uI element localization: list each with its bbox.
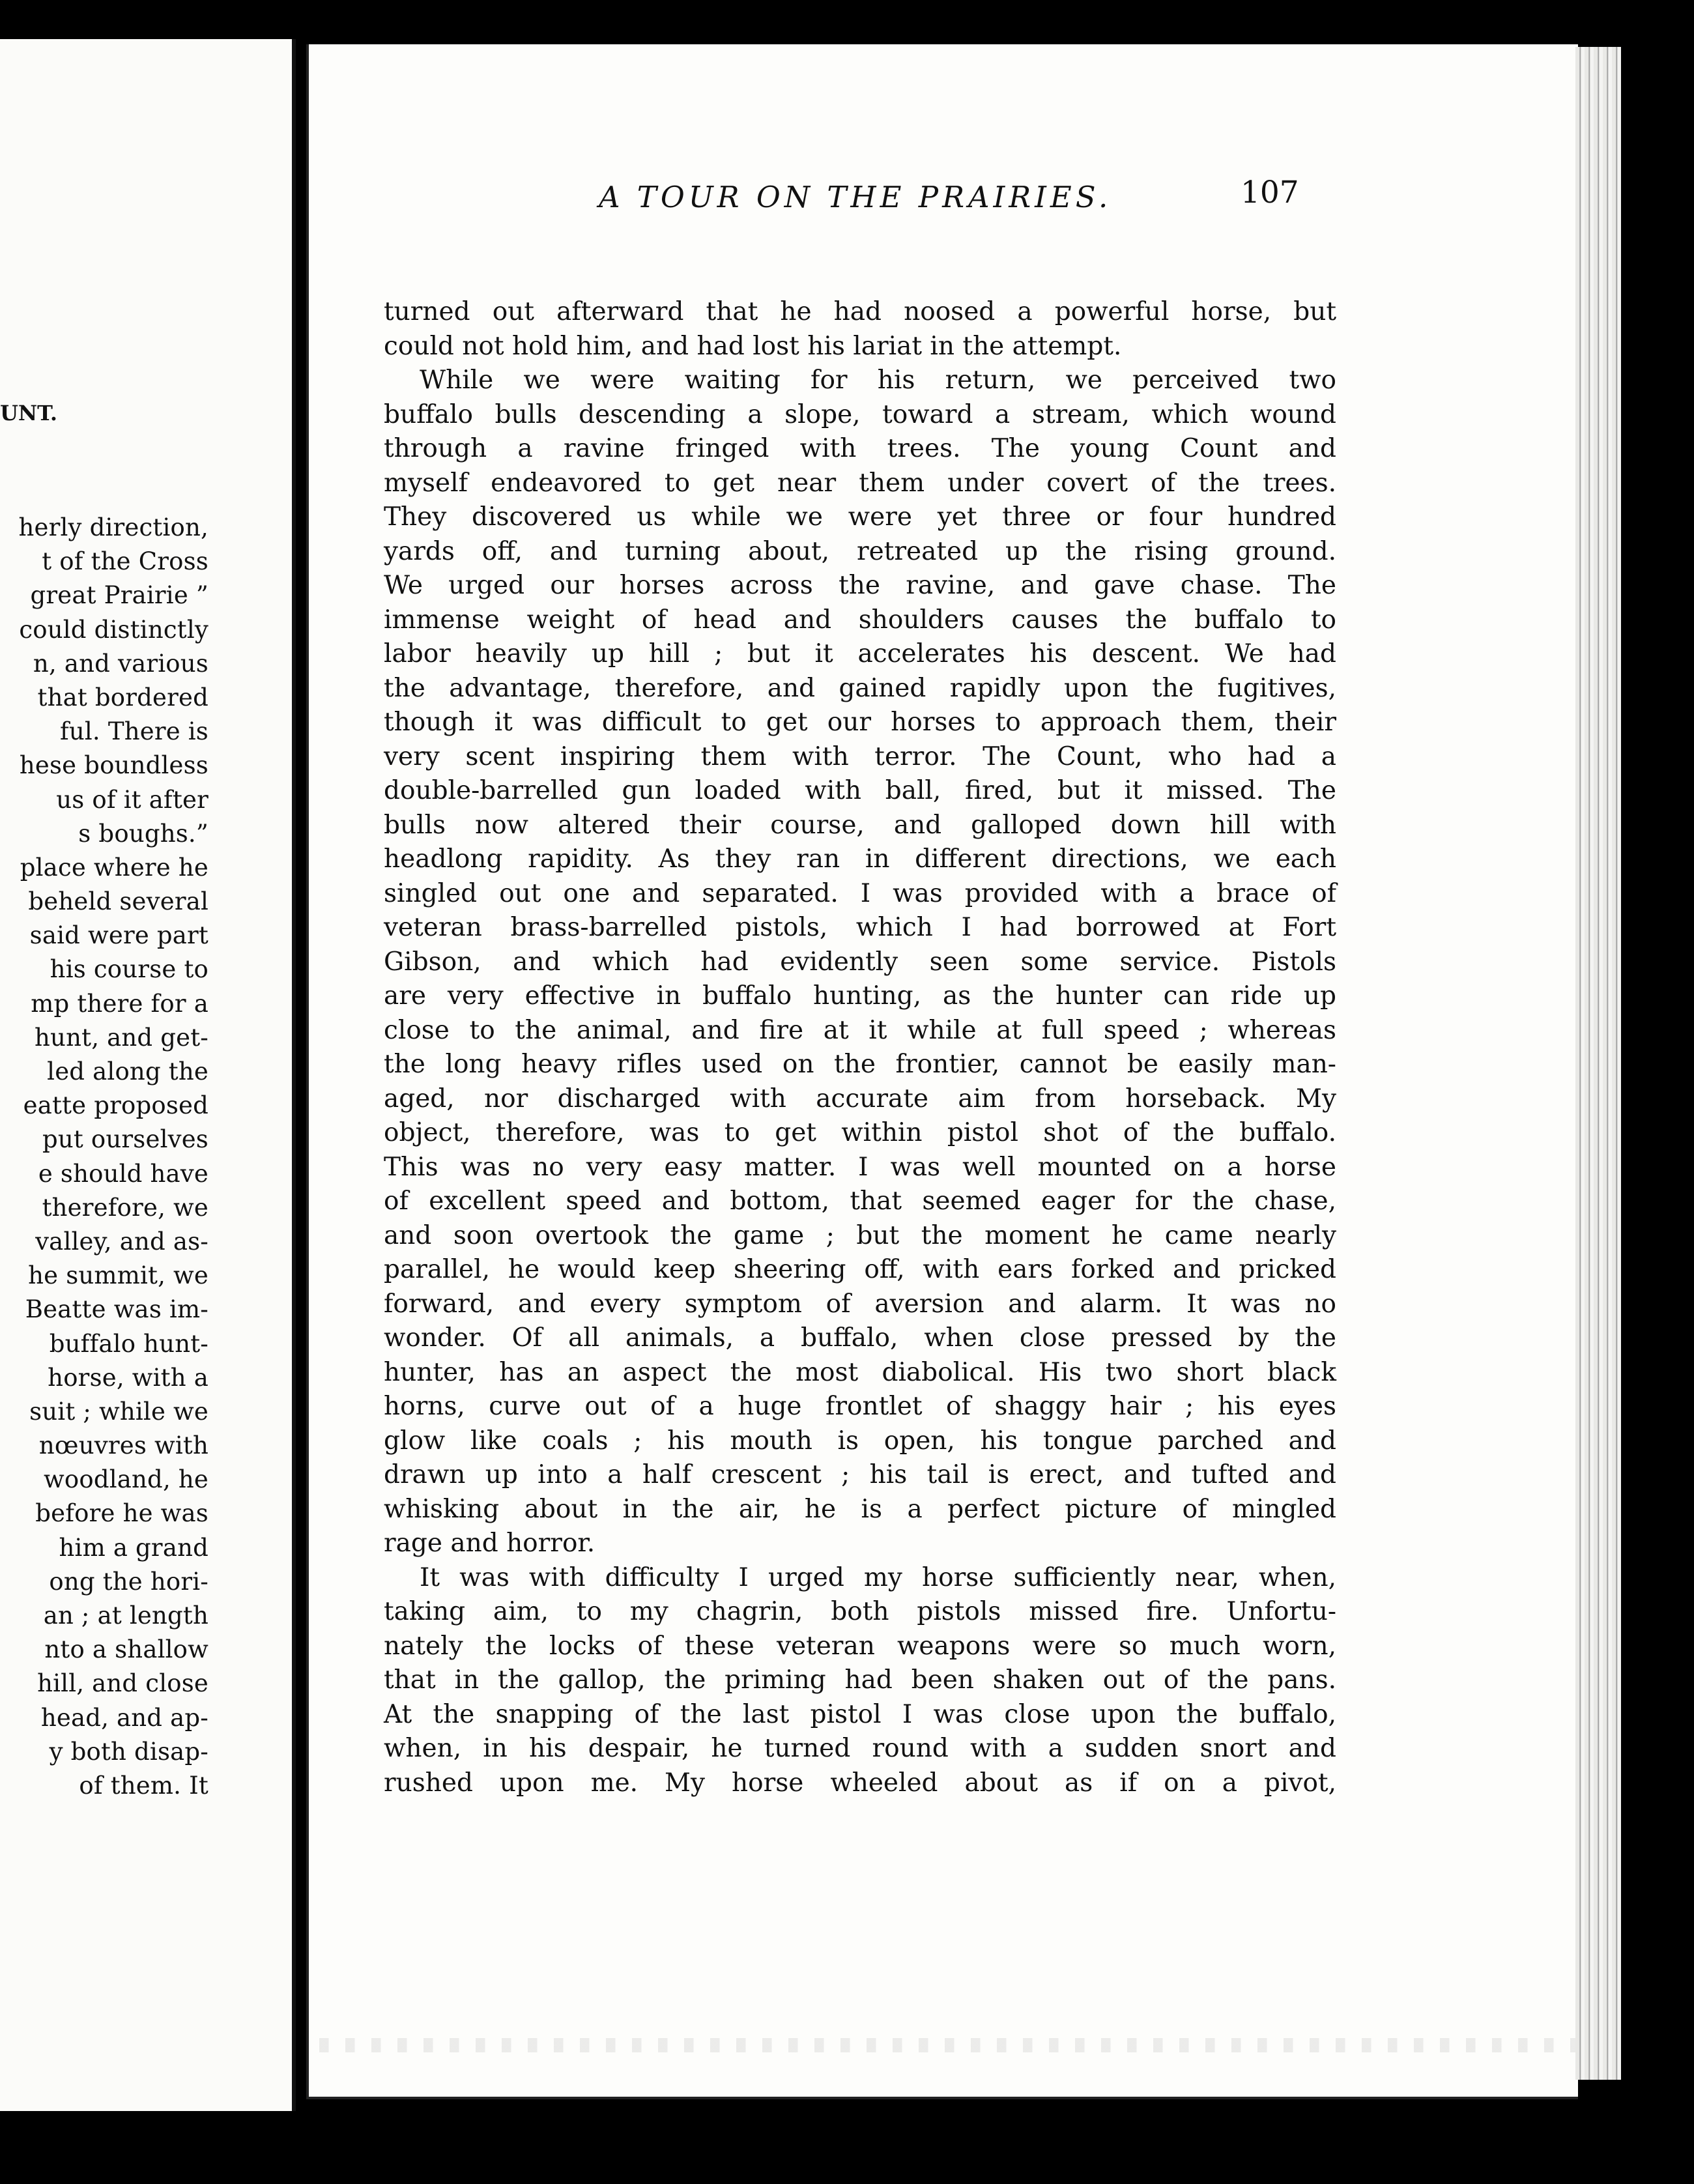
left-text-line: eatte proposed — [23, 1091, 208, 1120]
page-number: 107 — [1241, 175, 1299, 210]
text-line: drawn up into a half crescent ; his tail is erect, and tufted and — [384, 1460, 1336, 1489]
left-text-line: horse, with a — [48, 1363, 208, 1392]
text-line: aged, nor discharged with accurate aim from horseback. My — [384, 1084, 1336, 1114]
text-line: parallel, he would keep sheering off, with ears forked and pricked — [384, 1255, 1336, 1284]
left-text-line: t of the Cross — [42, 547, 208, 576]
left-text-line: before he was — [35, 1499, 208, 1528]
left-text-line: head, and ap- — [40, 1703, 208, 1732]
left-text-line: e should have — [38, 1159, 208, 1188]
text-line: At the snapping of the last pistol I was close upon the buffalo, — [384, 1699, 1336, 1729]
text-line: veteran brass-barrelled pistols, which I had borrowed at Fort — [384, 913, 1336, 942]
page-107 — [306, 44, 1578, 2099]
text-line: when, in his despair, he turned round with a sudden snort and — [384, 1734, 1336, 1763]
text-line: close to the animal, and fire at it while at full speed ; whereas — [384, 1015, 1336, 1045]
text-line: that in the gallop, the priming had been shaken out of the pans. — [384, 1665, 1336, 1695]
left-text-line: said were part — [29, 921, 208, 950]
text-line: We urged our horses across the ravine, and gave chase. The — [384, 571, 1336, 600]
left-text-line: valley, and as- — [35, 1227, 208, 1256]
left-text-line: therefore, we — [42, 1193, 208, 1222]
text-line: yards off, and turning about, retreated up the rising ground. — [384, 536, 1336, 566]
text-line: through a ravine fringed with trees. The young Count and — [384, 434, 1336, 463]
left-text-line: y both disap- — [49, 1737, 208, 1766]
left-text-line: Beatte was im- — [25, 1295, 208, 1324]
left-text-line: mp there for a — [31, 989, 208, 1018]
body-text — [384, 295, 1336, 1800]
left-text-line: put ourselves — [42, 1125, 208, 1154]
text-line: forward, and every symptom of aversion and alarm. It was no — [384, 1289, 1336, 1319]
running-title: A TOUR ON THE PRAIRIES. — [599, 180, 1112, 214]
text-line: wonder. Of all animals, a buffalo, when close pressed by the — [384, 1323, 1336, 1353]
text-line: whisking about in the air, he is a perfect picture of mingled — [384, 1494, 1336, 1524]
text-line: of excellent speed and bottom, that seemed eager for the chase, — [384, 1186, 1336, 1216]
left-text-line: s boughs.” — [78, 819, 208, 848]
text-line: They discovered us while we were yet three or four hundred — [384, 502, 1336, 532]
left-text-line: that bordered — [37, 683, 208, 711]
text-line: object, therefore, was to get within pistol shot of the buffalo. — [384, 1118, 1336, 1147]
left-text-line: could distinctly — [19, 615, 208, 644]
text-line: turned out afterward that he had noosed a powerful horse, but — [384, 297, 1336, 326]
left-text-line: nto a shallow — [44, 1635, 208, 1664]
left-page-text — [0, 511, 208, 1803]
text-line: immense weight of head and shoulders causes the buffalo to — [384, 605, 1336, 635]
text-line: bulls now altered their course, and galloped down hill with — [384, 810, 1336, 840]
left-text-line: nœuvres with — [38, 1431, 208, 1460]
left-text-line: him a grand — [59, 1533, 208, 1562]
text-line: labor heavily up hill ; but it accelerates his descent. We had — [384, 639, 1336, 668]
bottom-margin-marks — [319, 2038, 1577, 2052]
facing-page-left — [0, 39, 296, 2111]
book-gutter — [296, 39, 306, 2111]
page-edges — [1575, 47, 1621, 2080]
text-line: While we were waiting for his return, we perceived two — [420, 366, 1336, 395]
text-line: double-barrelled gun loaded with ball, fired, but it missed. The — [384, 776, 1336, 805]
text-line: rushed upon me. My horse wheeled about as if on a pivot, — [384, 1768, 1336, 1798]
text-line: glow like coals ; his mouth is open, his tongue parched and — [384, 1426, 1336, 1456]
text-line: are very effective in buffalo hunting, as the hunter can ride up — [384, 981, 1336, 1011]
left-text-line: beheld several — [28, 887, 208, 916]
text-line: This was no very easy matter. I was well mounted on a horse — [384, 1152, 1336, 1182]
left-text-line: n, and various — [33, 649, 208, 678]
text-line: the advantage, therefore, and gained rapidly upon the fugitives, — [384, 673, 1336, 703]
left-text-line: ful. There is — [59, 717, 208, 746]
left-text-line: an ; at length — [43, 1602, 208, 1630]
text-line: the long heavy rifles used on the frontier, cannot be easily man- — [384, 1050, 1336, 1079]
text-line: taking aim, to my chagrin, both pistols missed fire. Unfortu- — [384, 1597, 1336, 1626]
left-text-line: hese boundless — [19, 751, 208, 780]
left-text-line: of them. It — [79, 1771, 208, 1800]
text-line: could not hold him, and had lost his lariat in the attempt. — [384, 331, 1122, 361]
text-line: It was with difficulty I urged my horse sufficiently near, when, — [420, 1562, 1336, 1592]
left-running-header: UNT. — [0, 401, 57, 425]
text-line: buffalo bulls descending a slope, toward a stream, which wound — [384, 399, 1336, 429]
text-line: very scent inspiring them with terror. The Count, who had a — [384, 741, 1336, 771]
text-line: rage and horror. — [384, 1529, 596, 1558]
text-line: horns, curve out of a huge frontlet of shaggy hair ; his eyes — [384, 1392, 1336, 1421]
left-text-line: herly direction, — [18, 513, 208, 541]
text-line: Gibson, and which had evidently seen some service. Pistols — [384, 947, 1336, 977]
left-text-line: hunt, and get- — [35, 1023, 208, 1052]
text-line: hunter, has an aspect the most diabolical. His two short black — [384, 1357, 1336, 1387]
left-text-line: led along the — [47, 1057, 208, 1085]
left-text-line: us of it after — [56, 785, 208, 814]
left-text-line: he summit, we — [28, 1261, 208, 1290]
text-line: headlong rapidity. As they ran in different directions, we each — [384, 844, 1336, 874]
left-text-line: buffalo hunt- — [49, 1329, 208, 1358]
text-line: nately the locks of these veteran weapons were so much worn, — [384, 1631, 1336, 1661]
left-text-line: suit ; while we — [29, 1397, 208, 1426]
text-line: though it was difficult to get our horses to approach them, their — [384, 708, 1336, 737]
text-line: myself endeavored to get near them under covert of the trees. — [384, 468, 1336, 498]
scan-background-right — [1621, 39, 1694, 2124]
text-line: singled out one and separated. I was provided with a brace of — [384, 878, 1336, 908]
left-text-line: ong the hori- — [49, 1567, 208, 1596]
left-text-line: hill, and close — [37, 1669, 208, 1698]
left-text-line: his course to — [50, 955, 208, 984]
left-text-line: place where he — [20, 853, 208, 882]
left-text-line: great Prairie ” — [30, 581, 208, 610]
left-text-line: woodland, he — [44, 1465, 208, 1494]
text-line: and soon overtook the game ; but the moment he came nearly — [384, 1220, 1336, 1250]
